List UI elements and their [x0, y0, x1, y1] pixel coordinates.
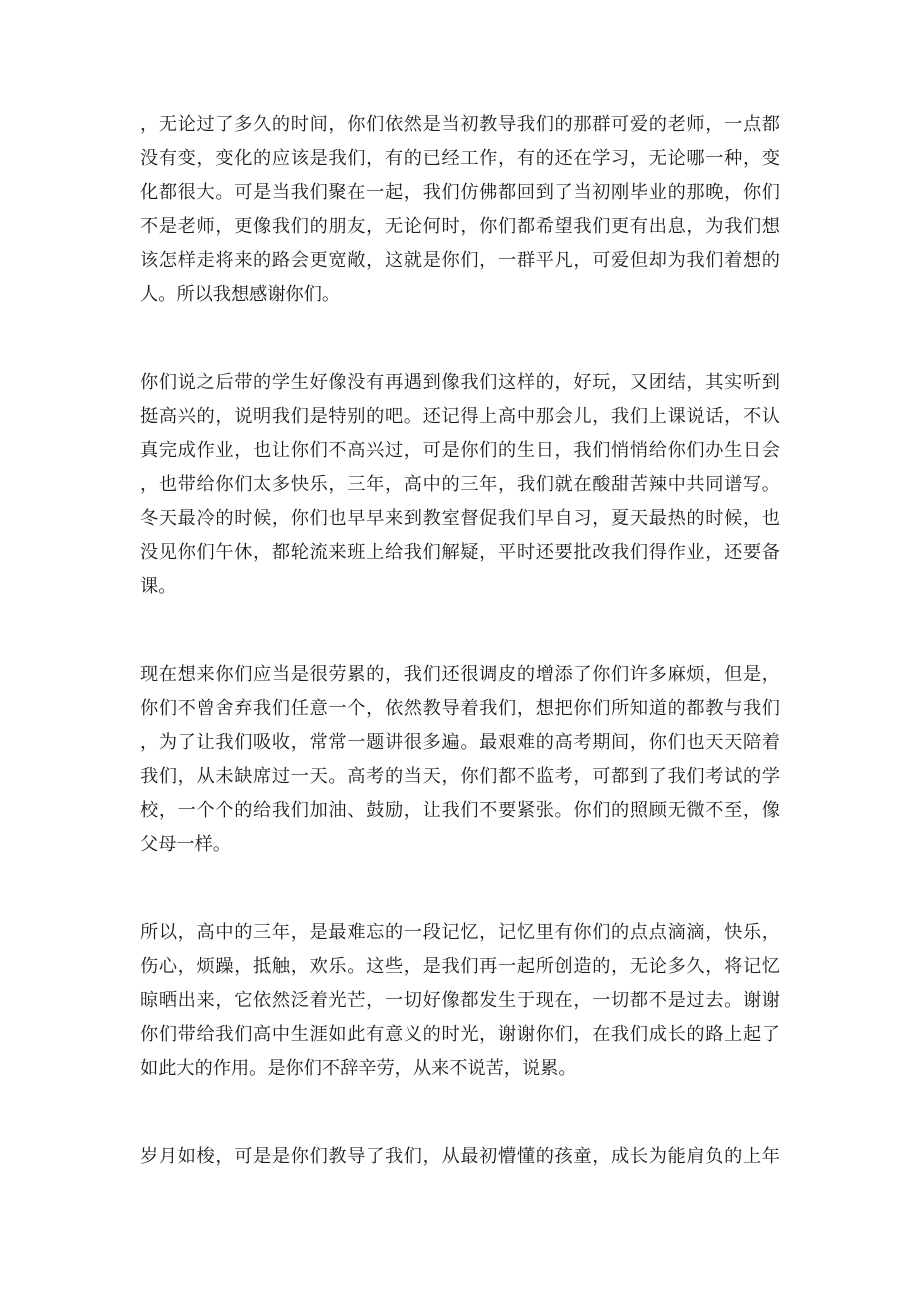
text-line: 伤心，烦躁，抵触，欢乐。这些，是我们再一起所创造的，无论多久，将记忆 — [140, 956, 780, 977]
text-line: 你们带给我们高中生涯如此有意义的时光，谢谢你们，在我们成长的路上起了 — [140, 1024, 780, 1045]
text-line: 课。 — [140, 576, 177, 597]
text-line: 该怎样走将来的路会更宽敞，这就是你们，一群平凡，可爱但却为我们着想的 — [140, 250, 780, 271]
text-line: 你们说之后带的学生好像没有再遇到像我们这样的，好玩，又团结，其实听到 — [140, 372, 780, 393]
text-line: 你们不曾舍弃我们任意一个，依然教导着我们，想把你们所知道的都教与我们 — [140, 698, 780, 719]
text-line: 真完成作业，也让你们不高兴过，可是你们的生日，我们悄悄给你们办生日会 — [140, 440, 780, 461]
text-line: 如此大的作用。是你们不辞辛劳，从来不说苦，说累。 — [140, 1058, 577, 1079]
text-line: ，为了让我们吸收，常常一题讲很多遍。最艰难的高考期间，你们也天天陪着 — [140, 732, 780, 753]
text-line: 岁月如梭，可是是你们教导了我们，从最初懵懂的孩童，成长为能肩负的上年 — [140, 1146, 780, 1167]
text-line: 冬天最冷的时候，你们也早早来到教室督促我们早自习，夏天最热的时候，也 — [140, 508, 780, 529]
text-line: 晾晒出来，它依然泛着光芒，一切好像都发生于现在，一切都不是过去。谢谢 — [140, 990, 780, 1011]
text-line: 人。所以我想感谢你们。 — [140, 284, 341, 305]
text-line: 没见你们午休，都轮流来班上给我们解疑，平时还要批改我们得作业，还要备 — [140, 542, 780, 563]
text-line: 所以，高中的三年，是最难忘的一段记忆，记忆里有你们的点点滴滴，快乐， — [140, 922, 780, 943]
text-line: 校，一个个的给我们加油、鼓励，让我们不要紧张。你们的照顾无微不至，像 — [140, 800, 780, 821]
text-line: ，无论过了多久的时间，你们依然是当初教导我们的那群可爱的老师，一点都 — [140, 114, 780, 135]
text-line: 化都很大。可是当我们聚在一起，我们仿佛都回到了当初刚毕业的那晚，你们 — [140, 182, 780, 203]
text-line: ，也带给你们太多快乐，三年，高中的三年，我们就在酸甜苦辣中共同谱写。 — [140, 474, 780, 495]
text-line: 我们，从未缺席过一天。高考的当天，你们都不监考，可都到了我们考试的学 — [140, 766, 780, 787]
text-line: 挺高兴的，说明我们是特别的吧。还记得上高中那会儿，我们上课说话，不认 — [140, 406, 780, 427]
text-line: 没有变，变化的应该是我们，有的已经工作，有的还在学习，无论哪一种，变 — [140, 148, 780, 169]
text-line: 现在想来你们应当是很劳累的，我们还很调皮的增添了你们许多麻烦，但是， — [140, 664, 780, 685]
text-line: 父母一样。 — [140, 834, 231, 855]
text-line: 不是老师，更像我们的朋友，无论何时，你们都希望我们更有出息，为我们想 — [140, 216, 780, 237]
